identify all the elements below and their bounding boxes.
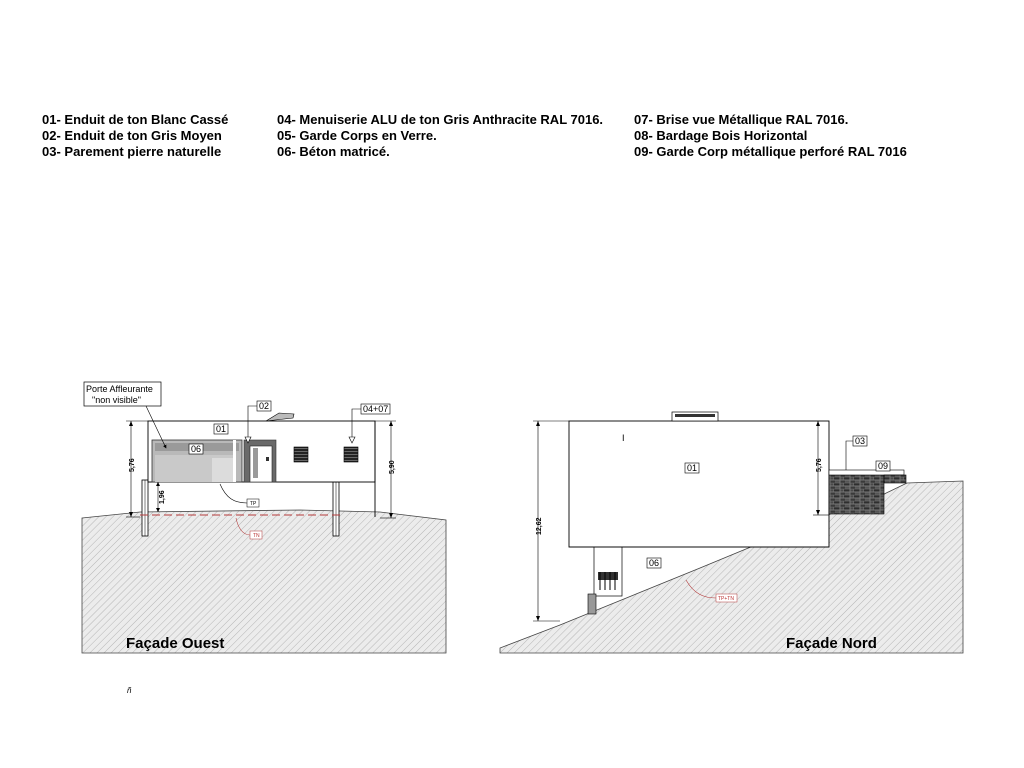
legend-item-07: 07- Brise vue Métallique RAL 7016. [634,112,849,127]
legend-item-03: 03- Parement pierre naturelle [42,144,222,159]
legend-item-02: 02- Enduit de ton Gris Moyen [42,128,222,143]
dim-left-ouest: 5,76 [129,458,136,472]
title-facade-nord: Façade Nord [786,635,877,652]
note-line-1: Porte Affleurante [86,384,153,394]
dim-total-nord: 12,62 [536,517,543,535]
tptn-label-nord: TP+TN [718,596,734,602]
legend-item-08: 08- Bardage Bois Horizontal [634,128,808,143]
legend-item-09: 09- Garde Corp métallique perforé RAL 7016 [634,144,907,159]
tag-06-ouest: 06 [191,444,202,454]
legend-item-01: 01- Enduit de ton Blanc Cassé [42,112,229,127]
svg-text:I: I [622,433,625,443]
tag-09-nord: 09 [878,461,889,471]
tag-01-ouest: 01 [216,424,227,434]
facade-ouest [82,382,446,653]
tag-01-nord: 01 [687,463,698,473]
lower-level-nord [594,546,622,596]
legend-item-04: 04- Menuiserie ALU de ton Gris Anthracite RAL 7016. [277,112,604,127]
tag-06-nord: 06 [649,558,660,568]
tn-label-ouest: TN [253,533,260,539]
legend-item-05: 05- Garde Corps en Verre. [277,128,437,143]
tag-0407-ouest: 04+07 [363,404,389,414]
grille-window-2 [344,447,358,462]
note-line-2: "non visible" [92,395,141,405]
ground-ouest [82,510,446,653]
grille-window-1 [294,447,308,462]
footer-mark: ñ [127,686,132,695]
dim-upper-nord: 5,76 [816,458,823,472]
stone-wall-nord [829,474,884,514]
building-nord [569,421,829,547]
title-facade-ouest: Façade Ouest [126,635,225,652]
dim-right-ouest: 5,90 [389,460,396,474]
tp-label-ouest: TP [250,501,257,507]
legend-item-06: 06- Béton matricé. [277,144,390,159]
tag-03-nord: 03 [855,436,866,446]
facade-nord [500,412,963,653]
tag-02-ouest: 02 [259,401,270,411]
dim-inner-ouest: 1,96 [159,490,166,504]
